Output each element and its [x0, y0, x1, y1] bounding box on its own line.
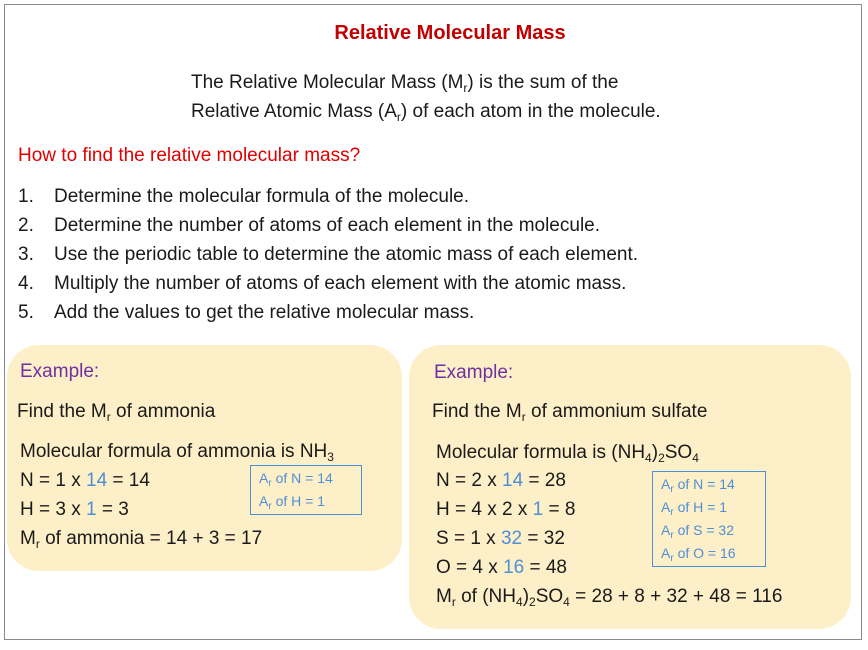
example-heading: Example:	[434, 362, 514, 383]
example-heading: Example:	[20, 361, 100, 382]
oxygen-calc-line: O = 4 x 16 = 48	[436, 557, 567, 578]
step-item: 4. Multiply the number of atoms of each element with the atomic mass.	[18, 273, 627, 294]
example-card-ammonia	[7, 345, 402, 571]
sulfur-calc-line: S = 1 x 32 = 32	[436, 528, 565, 549]
total-mass-line: $M_r$ of $(NH_4)_2SO_4 = 28 + 8 + 32 + 48 = 116$	[436, 586, 783, 609]
atomic-mass-note-box	[652, 471, 766, 567]
hydrogen-calc-line: H = 4 x 2 x 1 = 8	[436, 499, 576, 520]
molecular-formula-line: Molecular formula is $(NH_4)_2SO_4$	[436, 442, 699, 465]
example-question: Find the $M_r$ of ammonia	[17, 401, 216, 424]
step-item: 2. Determine the number of atoms of each element in the molecule.	[18, 215, 601, 236]
nitrogen-calc-line: N = 1 x 14 = 14	[20, 470, 150, 491]
step-item: 1. Determine the molecular formula of the molecule.	[18, 186, 470, 207]
total-mass-line: $M_r$ of ammonia = 14 + 3 = 17	[20, 528, 263, 551]
steps-list	[18, 182, 638, 327]
page-title: Relative Molecular Mass	[334, 22, 566, 44]
example-card-ammonium-sulfate	[409, 345, 851, 629]
atomic-mass-note: $A_r$ of H = 1	[259, 493, 325, 512]
molecular-formula-line: Molecular formula of ammonia is $NH_3$	[20, 441, 334, 464]
atomic-mass-note: $A_r$ of S = 32	[661, 522, 735, 541]
hydrogen-calc-line: H = 3 x 1 = 3	[20, 499, 129, 520]
question-heading: How to find the relative molecular mass?	[18, 145, 361, 166]
atomic-mass-note: $A_r$ of N = 14	[661, 476, 735, 495]
atomic-mass-note: $A_r$ of H = 1	[661, 499, 727, 518]
definition	[191, 68, 661, 126]
step-item: 3. Use the periodic table to determine the atomic mass of each element.	[18, 244, 639, 265]
atomic-mass-note-box	[250, 465, 362, 515]
definition-line-1: The Relative Molecular Mass $(M_r)$ is the sum of the	[191, 72, 619, 95]
nitrogen-calc-line: N = 2 x 14 = 28	[436, 470, 566, 491]
atomic-mass-note: $A_r$ of N = 14	[259, 470, 333, 489]
atomic-mass-note: $A_r$ of O = 16	[661, 545, 736, 564]
step-item: 5. Add the values to get the relative molecular mass.	[18, 302, 475, 323]
definition-line-2: Relative Atomic Mass $(A_r)$ of each atom in the molecule.	[191, 101, 661, 124]
example-question: Find the $M_r$ of ammonium sulfate	[432, 401, 708, 424]
